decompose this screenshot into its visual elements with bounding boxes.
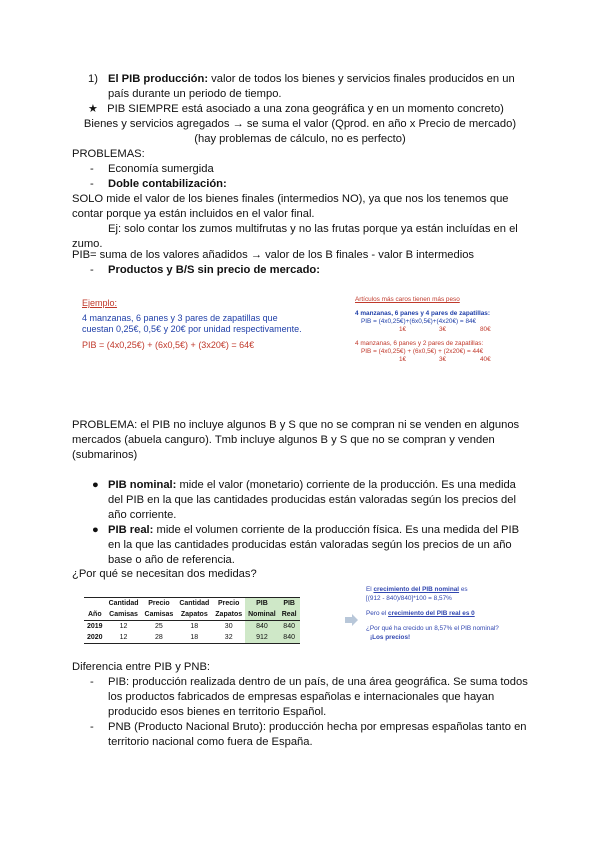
table-row: 2020 12 28 18 32 912 840 [84, 632, 300, 644]
table-row: 2019 12 25 18 30 840 840 [84, 621, 300, 633]
table-header: Precio [212, 598, 245, 610]
section-title-line [108, 72, 528, 87]
nominal-line-3: año corriente. [108, 509, 177, 521]
agregados-line-2: (hay problemas de cálculo, no es perfecto) [194, 133, 406, 145]
problema2-line-1: PROBLEMA: el PIB no incluye algunos B y S que no se compran ni se venden en algunos [72, 419, 520, 431]
section-text-2: país durante un periodo de tiempo. [108, 88, 282, 100]
pib-table [84, 597, 300, 644]
section-text: valor de todos los bienes y servicios finales producidos en un [208, 73, 515, 85]
section-title: El PIB producción: [108, 73, 209, 85]
example-right-b2: PIB = (4x0,25€) + (6x0,5€) + (2x20€) = 44€ [361, 348, 484, 355]
table-header: Zapatos [212, 609, 245, 621]
real-title: PIB real: [108, 524, 154, 536]
table-header: Nominal [245, 609, 279, 621]
example-right-b1: 4 manzanas, 6 panes y 2 pares de zapatillas: [355, 340, 484, 347]
section-number: 1) [88, 73, 98, 85]
why-question: ¿Por qué se necesitan dos medidas? [72, 568, 257, 580]
solo-line-1: SOLO mide el valor de los bienes finales (intermedios NO), ya que nos los tenemos que [72, 193, 509, 205]
example-formula: PIB = (4x0,25€) + (6x0,5€) + (3x20€) = 64€ [82, 340, 255, 350]
solo-line-2: contar porque ya están incluidos en el valor final. [72, 208, 315, 220]
table-header: Camisas [142, 609, 177, 621]
star-text: PIB SIEMPRE está asociado a una zona geográfica y en un momento concreto) [107, 103, 504, 115]
example-right-a-values: 1€ 3€ 80€ [399, 326, 491, 333]
star-icon: ★ [88, 103, 99, 115]
real-line-1: PIB real: mide el volumen corriente de la producción física. Es una medida del PIB [108, 524, 520, 536]
example-right-title: Artículos más caros tienen más peso [355, 296, 460, 303]
table-header: Año [84, 609, 106, 621]
pib-line-1: PIB: producción realizada dentro de un país, de una área geográfica. Se suma todos [108, 676, 528, 688]
example-right-b-values: 1€ 3€ 40€ [399, 356, 491, 363]
solo-ej-2: zumo. [72, 238, 103, 250]
table-header: Zapatos [176, 609, 212, 621]
agregados-line-1: Bienes y servicios agregados → se suma el valor (Qprod. en año x Precio de mercado) [83, 118, 517, 130]
example-line-1: 4 manzanas, 6 panes y 3 pares de zapatillas que [82, 313, 278, 323]
table-header: PIB [279, 598, 300, 610]
nominal-line-1: PIB nominal: mide el valor (monetario) corriente de la producción. Es una medida [108, 479, 516, 491]
list-item: - Doble contabilización: [90, 178, 227, 190]
nominal-line-2: del PIB en la que las cantidades producidas están valoradas según los precios del [108, 494, 516, 506]
bullet-dot: ● [92, 524, 99, 536]
table-header: Cantidad [106, 598, 142, 610]
star-line [88, 102, 504, 117]
nominal-title: PIB nominal: [108, 479, 177, 491]
diferencia-heading: Diferencia entre PIB y PNB: [72, 661, 211, 673]
table-header: Precio [142, 598, 177, 610]
example-right-a1: 4 manzanas, 6 panes y 4 pares de zapatillas: [355, 310, 490, 317]
list-item: - Economía sumergida [90, 163, 214, 175]
table-header: PIB [245, 598, 279, 610]
list-item: - Productos y B/S sin precio de mercado: [90, 264, 320, 276]
arrow-right-icon [345, 614, 359, 626]
example-right-a2: PIB = (4x0,25€)+(6x0,5€)+(4x20€) = 84€ [361, 318, 477, 325]
problema2-line-2: mercados (abuela canguro). Tmb incluye algunos B y S que no se compran y venden [72, 434, 495, 446]
table-notes: El crecimiento del PIB nominal es [(912 - 840)/840]*100 = 8,57% Pero el crecimiento del PIB real es 0 ¿Por qué ha crecido un 8,57% el PIB nominal? ¡Los precios! [366, 586, 499, 641]
pib-equation: PIB= suma de los valores añadidos → valor de los B finales - valor B intermedios [72, 249, 475, 261]
example-image-right [355, 296, 530, 386]
table-header: Real [279, 609, 300, 621]
list-item: - [90, 676, 94, 688]
problemas-heading: PROBLEMAS: [72, 148, 145, 160]
real-line-2: en la que las cantidades producidas están valoradas según los precios de un año [108, 539, 512, 551]
pnb-line-1: PNB (Producto Nacional Bruto): producción hecha por empresas españolas tanto en [108, 721, 527, 733]
pib-line-2: los productos fabricados de empresas españolas e internacionales que hayan [108, 691, 495, 703]
example-line-2: cuestan 0,25€, 0,5€ y 20€ por unidad respectivamente. [82, 324, 302, 334]
pnb-line-2: territorio nacional como fuera de España. [108, 736, 313, 748]
solo-ej-1: Ej: solo contar los zumos multifrutas y no las frutas porque ya están incluídas en el [108, 223, 518, 235]
problema2-line-3: (submarinos) [72, 449, 138, 461]
table-header: Camisas [106, 609, 142, 621]
list-item: - [90, 721, 94, 733]
real-line-3: base o año de referencia. [108, 554, 235, 566]
pib-line-3: producido esos bienes en territorio Español. [108, 706, 327, 718]
example-image-left [82, 298, 344, 356]
example-title: Ejemplo: [82, 298, 118, 308]
bullet-dot: ● [92, 479, 99, 491]
table-header: Cantidad [176, 598, 212, 610]
